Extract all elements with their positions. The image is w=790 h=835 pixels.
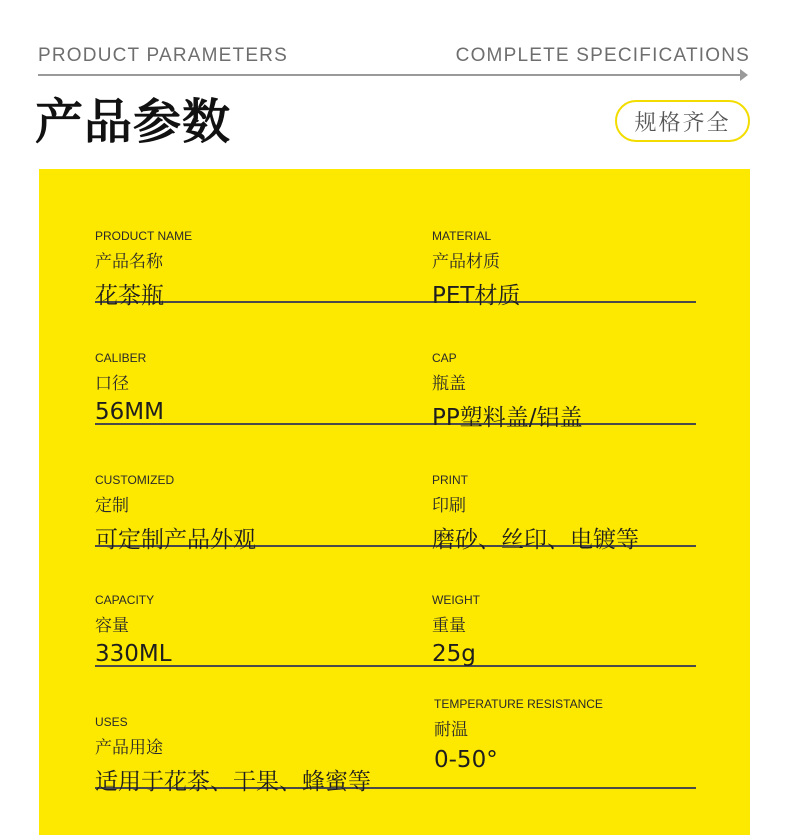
param-value: 可定制产品外观 <box>95 527 256 553</box>
param-en-label: WEIGHT <box>432 593 480 607</box>
param-cell-customized <box>95 427 432 553</box>
page-title: 产品参数 <box>35 94 232 150</box>
param-cell-temperature <box>434 669 698 787</box>
param-row <box>95 305 696 431</box>
param-row <box>95 669 696 795</box>
param-cn-label: 容量 <box>95 616 129 636</box>
param-cn-label: 定制 <box>95 496 129 516</box>
param-cell-print <box>432 427 696 553</box>
param-cn-label: 重量 <box>432 616 466 636</box>
param-value: 330ML <box>95 641 172 667</box>
param-value: PET材质 <box>432 283 521 309</box>
param-en-label: MATERIAL <box>432 229 492 243</box>
param-cell-capacity <box>95 547 432 665</box>
param-value: 花茶瓶 <box>95 283 164 309</box>
param-cn-label: 产品材质 <box>432 252 500 272</box>
header-divider <box>38 74 741 76</box>
param-en-label: USES <box>95 715 128 729</box>
param-en-label: CUSTOMIZED <box>95 473 175 487</box>
param-cell-weight <box>432 547 696 665</box>
param-cn-label: 产品名称 <box>95 252 163 272</box>
param-value: 25g <box>432 641 476 667</box>
param-en-label: CALIBER <box>95 351 147 365</box>
arrow-right-icon <box>740 69 748 81</box>
param-cell-material <box>432 183 696 309</box>
complete-specifications-caption: COMPLETE SPECIFICATIONS <box>455 45 750 66</box>
param-value: 磨砂、丝印、电镀等 <box>432 527 639 553</box>
parameters-panel <box>39 169 750 835</box>
param-row <box>95 183 696 309</box>
param-cell-cap <box>432 305 696 431</box>
param-value: 56MM <box>95 399 164 425</box>
param-cn-label: 耐温 <box>434 720 468 740</box>
param-en-label: PRINT <box>432 473 468 487</box>
param-value: 0-50° <box>434 747 498 773</box>
param-en-label: TEMPERATURE RESISTANCE <box>434 697 603 711</box>
param-cn-label: 印刷 <box>432 496 466 516</box>
header-caption-row <box>38 44 750 68</box>
param-row <box>95 427 696 553</box>
param-cn-label: 口径 <box>95 374 129 394</box>
param-en-label: CAPACITY <box>95 593 155 607</box>
param-en-label: PRODUCT NAME <box>95 229 193 243</box>
param-row <box>95 547 696 667</box>
param-value: 适用于花茶、干果、蜂蜜等 <box>95 769 371 795</box>
param-cn-label: 产品用途 <box>95 738 163 758</box>
specs-badge: 规格齐全 <box>615 100 750 142</box>
param-cell-caliber <box>95 305 432 423</box>
param-value: PP塑料盖/铝盖 <box>432 405 583 431</box>
product-parameters-caption: PRODUCT PARAMETERS <box>38 45 288 66</box>
param-cn-label: 瓶盖 <box>432 374 466 394</box>
param-en-label: CAP <box>432 351 457 365</box>
param-cell-uses <box>95 669 432 795</box>
param-cell-product-name <box>95 183 432 309</box>
